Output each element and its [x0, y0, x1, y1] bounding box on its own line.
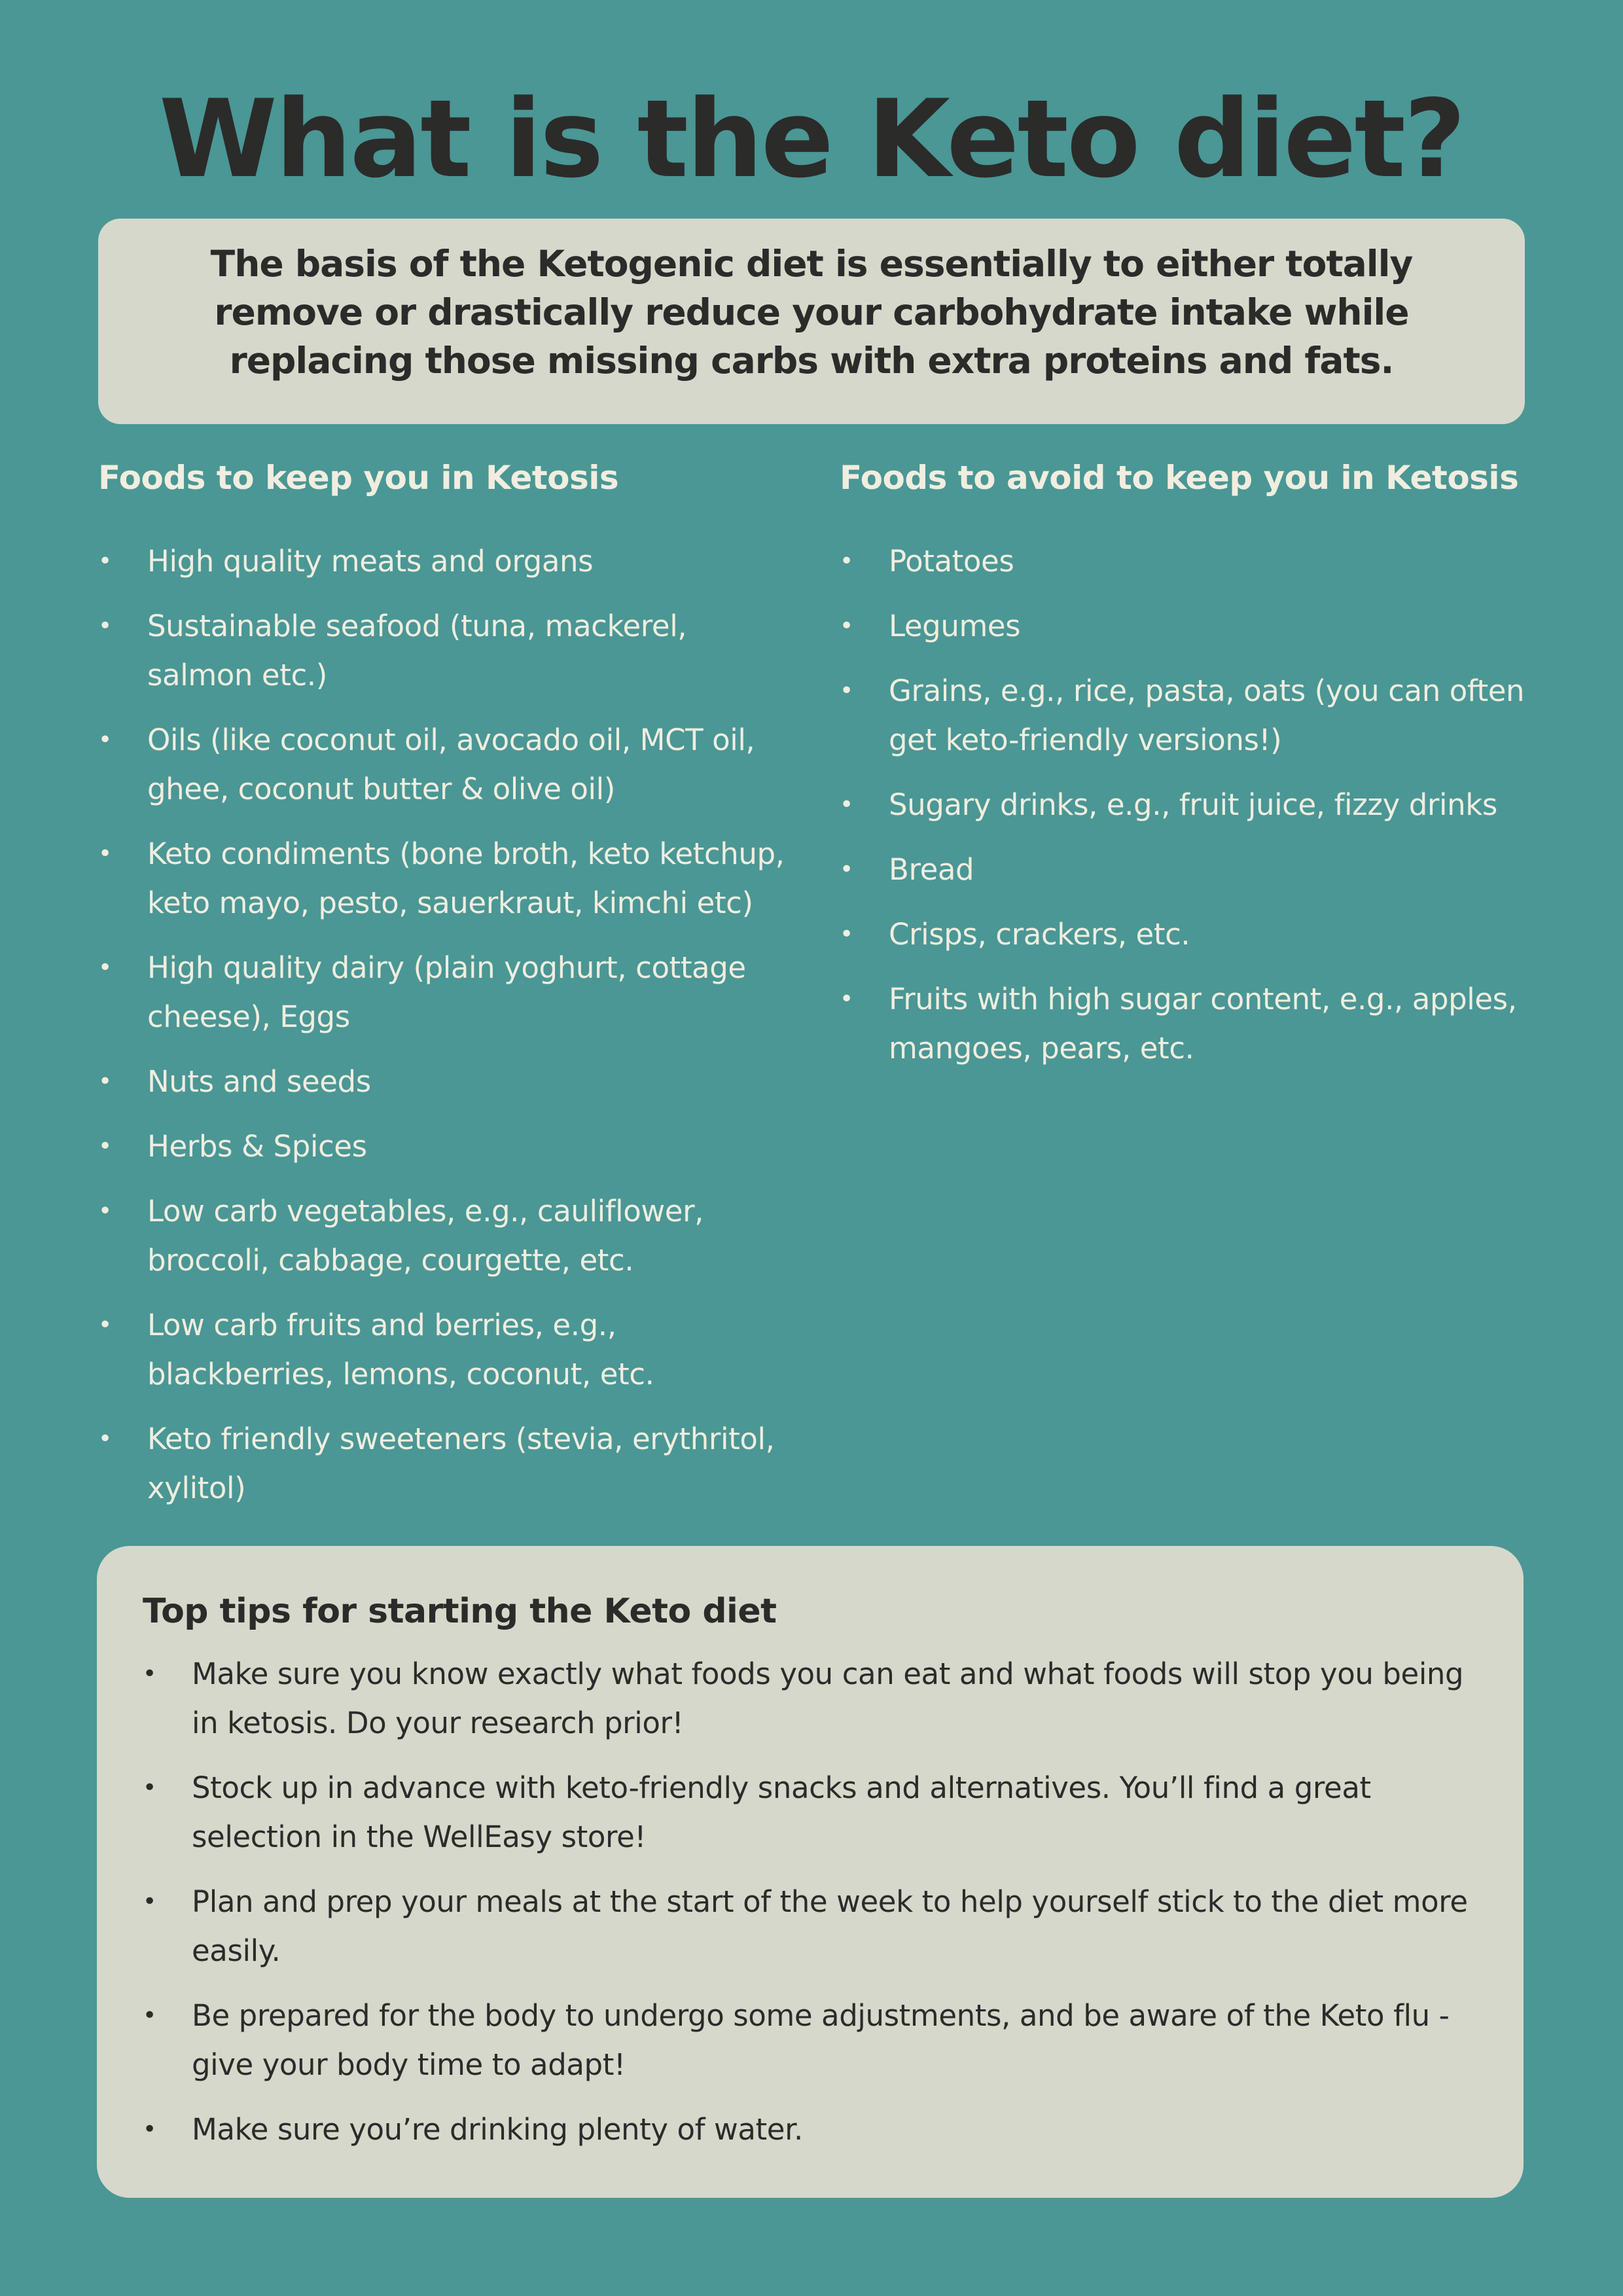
list-item-text: Sugary drinks, e.g., fruit juice, fizzy drinks — [889, 787, 1497, 822]
list-item-text: Low carb vegetables, e.g., cauliflower, broccoli, cabbage, courgette, etc. — [147, 1194, 704, 1278]
list-item — [840, 537, 1531, 586]
list-item — [840, 910, 1531, 959]
list-item-text: Plan and prep your meals at the start of the week to help yourself stick to the diet more easily. — [192, 1884, 1468, 1968]
list-item-text: Fruits with high sugar content, e.g., apples, mangoes, pears, etc. — [889, 982, 1517, 1066]
list-item — [143, 1763, 1478, 1861]
list-item-text: Grains, e.g., rice, pasta, oats (you can often get keto-friendly versions!) — [889, 673, 1525, 757]
avoid-foods-list — [840, 537, 1531, 1073]
list-item-text: High quality meats and organs — [147, 544, 594, 579]
list-item — [143, 1991, 1478, 2089]
bullet-icon: • — [840, 856, 853, 883]
list-item — [143, 1877, 1478, 1975]
list-item-text: Make sure you know exactly what foods you can eat and what foods will stop you being in ketosis. Do your research prior! — [192, 1657, 1464, 1740]
bullet-icon: • — [143, 1774, 156, 1801]
bullet-icon: • — [98, 1426, 112, 1452]
list-item — [98, 715, 798, 814]
bullet-icon: • — [98, 1133, 112, 1160]
list-item-text: Sustainable seafood (tuna, mackerel, salmon etc.) — [147, 609, 687, 692]
list-item-text: High quality dairy (plain yoghurt, cottage cheese), Eggs — [147, 950, 746, 1034]
page-title: What is the Keto diet? — [158, 77, 1465, 202]
list-item — [98, 1122, 798, 1171]
bullet-icon: • — [840, 921, 853, 948]
list-item-text: Legumes — [889, 609, 1021, 643]
list-item — [98, 829, 798, 927]
list-item — [98, 1414, 798, 1513]
keep-foods-list — [98, 537, 798, 1513]
list-item — [143, 1649, 1478, 1748]
bullet-icon: • — [840, 986, 853, 1013]
list-item-text: Keto condiments (bone broth, keto ketchup, keto mayo, pesto, sauerkraut, kimchi etc) — [147, 836, 785, 920]
list-item — [98, 537, 798, 586]
list-item — [840, 601, 1531, 651]
list-item-text: Be prepared for the body to undergo some adjustments, and be aware of the Keto flu - give your body time to adapt! — [192, 1998, 1450, 2082]
list-item-text: Crisps, crackers, etc. — [889, 917, 1190, 952]
bullet-icon: • — [98, 726, 112, 753]
list-item-text: Potatoes — [889, 544, 1014, 579]
list-item-text: Oils (like coconut oil, avocado oil, MCT oil, ghee, coconut butter & olive oil) — [147, 723, 755, 806]
intro-text: The basis of the Ketogenic diet is essentially to either totally remove or drastically reduce your carbohydrate intake while replacing those missing carbs with extra proteins and fats. — [210, 243, 1413, 382]
list-item-text: Nuts and seeds — [147, 1064, 371, 1099]
bullet-icon: • — [143, 1888, 156, 1915]
bullet-icon: • — [840, 677, 853, 704]
bullet-icon: • — [840, 613, 853, 639]
bullet-icon: • — [143, 2002, 156, 2029]
list-item — [98, 1187, 798, 1285]
list-item — [98, 1300, 798, 1399]
bullet-icon: • — [98, 1198, 112, 1225]
tips-list — [143, 1649, 1478, 2154]
list-item-text: Bread — [889, 852, 974, 887]
list-item-text: Stock up in advance with keto-friendly snacks and alternatives. You’ll find a great selection in the WellEasy store! — [192, 1770, 1371, 1854]
bullet-icon: • — [143, 1660, 156, 1687]
list-item-text: Low carb fruits and berries, e.g., blackberries, lemons, coconut, etc. — [147, 1308, 654, 1391]
intro-panel — [98, 219, 1525, 424]
tips-panel — [97, 1546, 1524, 2198]
list-item — [840, 845, 1531, 894]
bullet-icon: • — [98, 613, 112, 639]
list-item — [840, 975, 1531, 1073]
list-item — [840, 780, 1531, 829]
list-item — [98, 1057, 798, 1106]
bullet-icon: • — [98, 954, 112, 981]
list-item-text: Herbs & Spices — [147, 1129, 367, 1164]
list-item — [98, 601, 798, 700]
list-item — [840, 666, 1531, 764]
bullet-icon: • — [840, 791, 853, 818]
avoid-foods-column — [840, 452, 1531, 1088]
list-item — [98, 943, 798, 1041]
bullet-icon: • — [840, 548, 853, 575]
keep-foods-column — [98, 452, 798, 1528]
tips-heading: Top tips for starting the Keto diet — [143, 1592, 777, 1631]
bullet-icon: • — [98, 1312, 112, 1338]
bullet-icon: • — [98, 548, 112, 575]
avoid-foods-heading: Foods to avoid to keep you in Ketosis — [840, 459, 1519, 497]
keep-foods-heading: Foods to keep you in Ketosis — [98, 459, 619, 497]
bullet-icon: • — [98, 840, 112, 867]
list-item-text: Make sure you’re drinking plenty of water. — [192, 2112, 803, 2147]
list-item-text: Keto friendly sweeteners (stevia, erythritol, xylitol) — [147, 1422, 775, 1505]
bullet-icon: • — [143, 2116, 156, 2143]
bullet-icon: • — [98, 1068, 112, 1095]
list-item — [143, 2105, 1478, 2154]
